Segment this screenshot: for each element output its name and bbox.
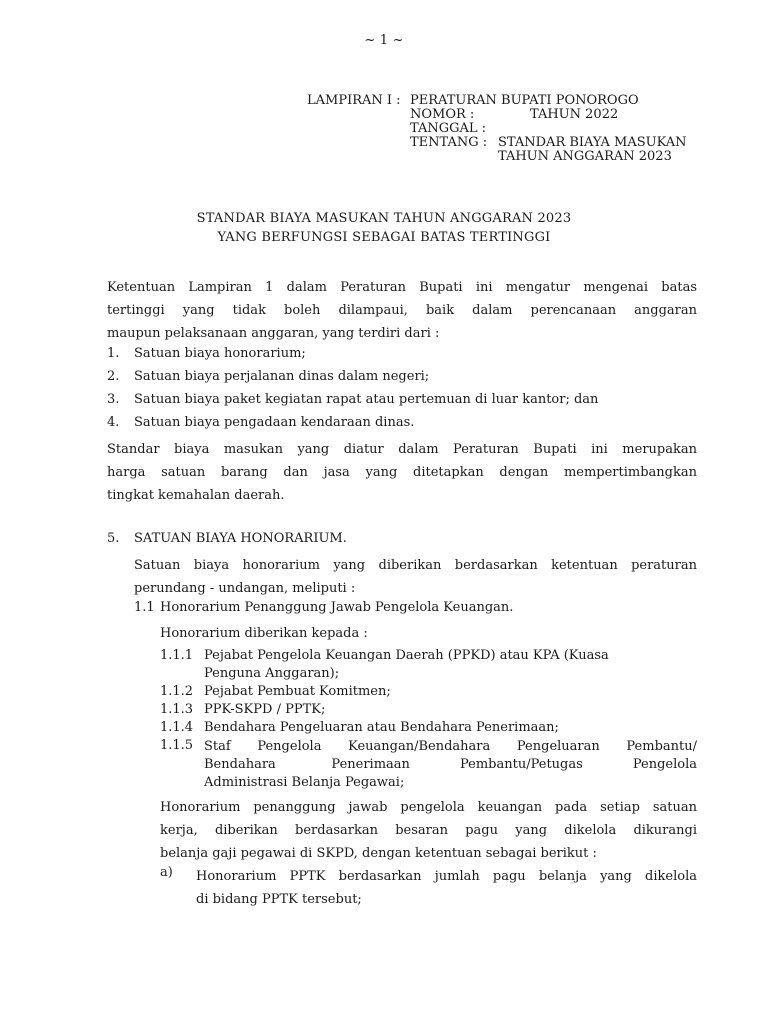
list-item-number: 3. — [107, 392, 120, 407]
item-number: 1.1.2 — [160, 684, 194, 699]
item-number: 1.1.4 — [160, 720, 194, 735]
list-item: Satuan biaya perjalanan dinas dalam negeri; — [134, 369, 430, 384]
section5-p1-line2: perundang - undangan, meliputi : — [134, 581, 356, 596]
subsection-number: 1.1 — [134, 600, 155, 615]
section-number: 5. — [107, 531, 120, 546]
page-number: ~ 1 ~ — [364, 33, 404, 48]
recipient-item: PPK-SKPD / PPTK; — [204, 702, 326, 717]
section5-p2-line2: kerja, diberikan berdasarkan besaran pagu yang dikelola dikurangi — [160, 823, 697, 838]
doc-title-line1: STANDAR BIAYA MASUKAN TAHUN ANGGARAN 2023 — [196, 211, 572, 226]
item-a-line2: di bidang PPTK tersebut; — [196, 892, 362, 907]
item-a-line1: Honorarium PPTK berdasarkan jumlah pagu belanja yang dikelola — [196, 869, 697, 884]
standar-line3: tingkat kemahalan daerah. — [107, 488, 285, 503]
given-to-label: Honorarium diberikan kepada : — [160, 626, 368, 641]
lampiran-value: PERATURAN BUPATI PONOROGO — [410, 93, 639, 108]
recipient-item-cont: Bendahara Penerimaan Pembantu/Petugas Pengelola — [204, 757, 697, 772]
tentang-line1: STANDAR BIAYA MASUKAN — [498, 135, 687, 150]
doc-title-line2: YANG BERFUNGSI SEBAGAI BATAS TERTINGGI — [217, 230, 551, 245]
nomor-label: NOMOR : — [410, 107, 475, 122]
recipient-item-block — [204, 738, 697, 792]
recipient-item: Pejabat Pengelola Keuangan Daerah (PPKD) atau KPA (Kuasa — [204, 648, 609, 663]
intro-line2: tertinggi yang tidak boleh dilampaui, baik dalam perencanaan anggaran — [107, 303, 697, 318]
intro-line3: maupun pelaksanaan anggaran, yang terdiri dari : — [107, 326, 440, 341]
intro-paragraph — [107, 276, 697, 345]
subsection-title: Honorarium Penanggung Jawab Pengelola Keuangan. — [160, 600, 514, 615]
section5-p2-line3: belanja gaji pegawai di SKPD, dengan ketentuan sebagai berikut : — [160, 846, 597, 861]
tentang-line2: TAHUN ANGGARAN 2023 — [498, 149, 672, 164]
section5-p2-line1: Honorarium penanggung jawab pengelola keuangan pada setiap satuan — [160, 800, 697, 815]
section-heading: SATUAN BIAYA HONORARIUM. — [134, 531, 347, 546]
lampiran-label: LAMPIRAN I : — [307, 93, 401, 108]
list-item: Satuan biaya honorarium; — [134, 346, 306, 361]
item-number: 1.1.3 — [160, 702, 194, 717]
list-item: Satuan biaya pengadaan kendaraan dinas. — [134, 415, 415, 430]
recipient-item: Staf Pengelola Keuangan/Bendahara Pengeluaran Pembantu/ — [204, 739, 697, 754]
section5-p1-line1: Satuan biaya honorarium yang diberikan berdasarkan ketentuan peraturan — [134, 558, 697, 573]
recipient-item-cont: Administrasi Belanja Pegawai; — [204, 775, 405, 790]
recipient-item-cont: Penguna Anggaran); — [204, 666, 340, 681]
recipient-item: Pejabat Pembuat Komitmen; — [204, 684, 391, 699]
list-item-number: 4. — [107, 415, 120, 430]
standar-paragraph — [107, 438, 697, 507]
tentang-label: TENTANG : — [410, 135, 488, 150]
item-a-block — [196, 865, 697, 911]
list-item: Satuan biaya paket kegiatan rapat atau pertemuan di luar kantor; dan — [134, 392, 599, 407]
recipient-item: Bendahara Pengeluaran atau Bendahara Penerimaan; — [204, 720, 559, 735]
intro-line1: Ketentuan Lampiran 1 dalam Peraturan Bupati ini mengatur mengenai batas — [107, 280, 697, 295]
standar-line2: harga satuan barang dan jasa yang ditetapkan dengan mempertimbangkan — [107, 465, 697, 480]
section5-paragraph2 — [160, 796, 697, 865]
list-item-number: 2. — [107, 369, 120, 384]
list-item-number: 1. — [107, 346, 120, 361]
section5-paragraph1 — [134, 554, 697, 600]
item-number: 1.1.5 — [160, 738, 194, 753]
tanggal-label: TANGGAL : — [410, 121, 487, 136]
item-a-label: a) — [160, 865, 173, 880]
nomor-value: TAHUN 2022 — [530, 107, 619, 122]
standar-line1: Standar biaya masukan yang diatur dalam Peraturan Bupati ini merupakan — [107, 442, 697, 457]
item-number: 1.1.1 — [160, 648, 194, 663]
